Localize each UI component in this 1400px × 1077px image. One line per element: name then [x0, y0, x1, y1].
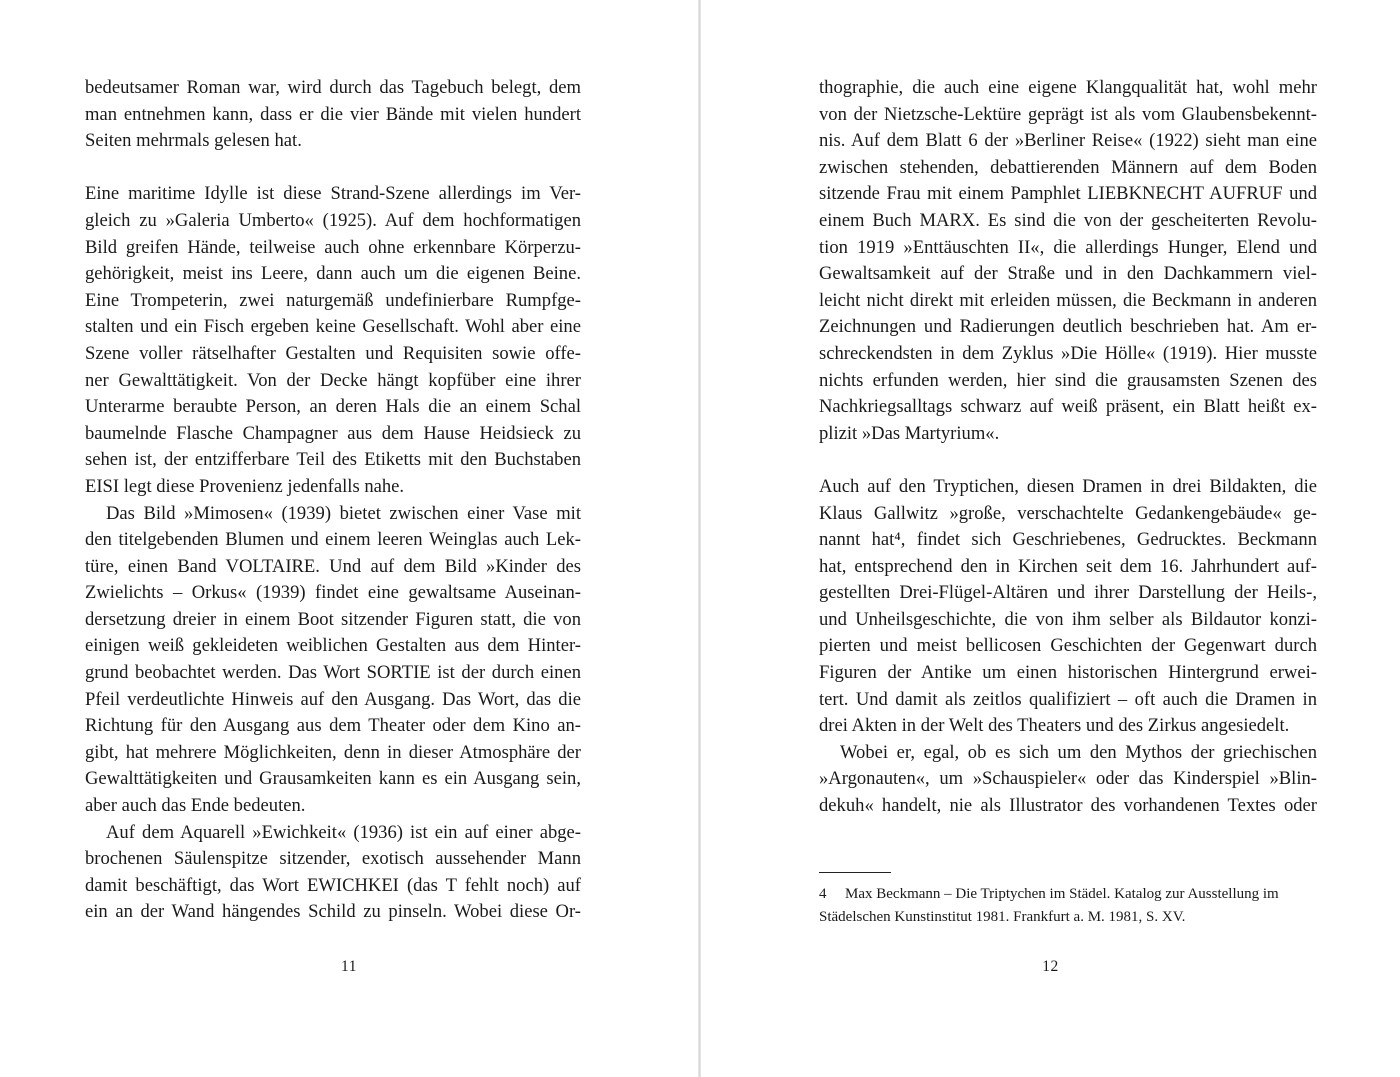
text-line: nichts erfunden werden, hier sind die grausamsten Szenen des: [819, 369, 1317, 391]
text-line: Das Bild »Mimosen« (1939) bietet zwischen einer Vase mit: [106, 502, 581, 524]
paragraph-gap: [85, 155, 581, 182]
text-line: brochenen Säulenspitze sitzender, exotisch aussehender Mann: [85, 848, 581, 870]
text-line: »Argonauten«, um »Schauspieler« oder das Kinderspiel »Blin-: [819, 768, 1317, 790]
text-line: thographie, die auch eine eigene Klangqualität hat, wohl mehr: [819, 77, 1317, 98]
text-line: Gewaltsamkeit auf der Straße und in den Dachkammern viel-: [819, 263, 1317, 285]
text-line: einigen weiß gekleideten weiblichen Gestalten aus dem Hinter-: [85, 635, 581, 657]
text-line: tert. Und damit als zeitlos qualifiziert – oft auch die Dramen in: [819, 688, 1317, 710]
text-line: tion 1919 »Enttäuschten II«, die allerdings Hunger, Elend und: [819, 236, 1317, 258]
text-line: Zwielichts – Orkus« (1939) findet eine gewaltsame Auseinan-: [85, 582, 581, 604]
text-line: ner Gewalttätigkeit. Von der Decke hängt kopfüber eine ihrer: [85, 369, 581, 391]
text-line: und Unheilsgeschichte, die von ihm selber als Bildautor konzi-: [819, 608, 1317, 630]
right-page-body: [819, 75, 1317, 820]
left-page: [0, 0, 698, 1077]
text-line: nis. Auf dem Blatt 6 der »Berliner Reise« (1922) sieht man eine: [819, 130, 1317, 152]
text-line: hat, entsprechend den in Kirchen seit dem 16. Jahrhundert auf-: [819, 555, 1317, 577]
right-page-number: 12: [1042, 958, 1059, 975]
footnote-number: 4: [819, 886, 827, 902]
text-line: Figuren der Antike um einen historischen Hintergrund erwei-: [819, 662, 1317, 684]
text-line: pierten und meist bellicosen Geschichten der Gegenwart durch: [819, 635, 1317, 657]
text-line: aber auch das Ende bedeuten.: [85, 795, 306, 817]
text-line: Eine maritime Idylle ist diese Strand-Szene allerdings im Ver-: [85, 183, 581, 205]
text-line: Bild greifen Hände, teilweise auch ohne erkennbare Körperzu-: [85, 236, 581, 258]
text-line: türe, einen Band VOLTAIRE. Und auf dem Bild »Kinder des: [85, 555, 581, 577]
footnote: [819, 883, 1317, 928]
paragraph-gap: [819, 447, 1317, 474]
text-line: sitzende Frau mit einem Pamphlet LIEBKNECHT AUFRUF und: [819, 183, 1317, 205]
text-line: drei Akten in der Welt des Theaters und des Zirkus angesiedelt.: [819, 715, 1290, 737]
text-line: einem Buch MARX. Es sind die von der gescheiterten Revolu-: [819, 209, 1317, 231]
text-line: Eine Trompeterin, zwei naturgemäß undefinierbare Rumpfge-: [85, 289, 581, 311]
text-line: leicht nicht direkt mit erleiden müssen, die Beckmann in anderen: [819, 289, 1317, 311]
text-line: Szene voller rätselhafter Gestalten und Requisiten sowie offe-: [85, 342, 581, 364]
text-line: gibt, hat mehrere Möglichkeiten, denn in dieser Atmosphäre der: [85, 741, 581, 763]
text-line: Klaus Gallwitz »große, verschachtelte Gedankengebäude« ge-: [819, 502, 1317, 524]
text-line: schreckendsten in dem Zyklus »Die Hölle« (1919). Hier musste: [819, 342, 1317, 364]
text-line: nannt hat⁴, findet sich Geschriebenes, Gedrucktes. Beckmann: [819, 529, 1317, 551]
left-page-body: [85, 75, 581, 926]
text-line: Auch auf den Tryptichen, diesen Dramen in drei Bildakten, die: [819, 475, 1317, 497]
text-line: Pfeil verdeutlichte Hinweis auf den Ausgang. Das Wort, das die: [85, 688, 581, 710]
text-line: EISI legt diese Provenienz jedenfalls nahe.: [85, 475, 405, 497]
text-line: gehörigkeit, meist ins Leere, dann auch um die eigenen Beine.: [85, 263, 581, 285]
text-line: dekuh« handelt, nie als Illustrator des vorhandenen Textes oder: [819, 795, 1317, 817]
footnote-rule: [819, 872, 891, 873]
text-line: Seiten mehrmals gelesen hat.: [85, 130, 302, 152]
footnote-text-line-2: Städelschen Kunstinstitut 1981. Frankfurt a. M. 1981, S. XV.: [819, 908, 1186, 925]
text-line: grund beobachtet werden. Das Wort SORTIE ist der durch einen: [85, 662, 581, 684]
text-line: Unterarme beraubte Person, an deren Hals die an einem Schal: [85, 396, 581, 418]
text-line: sehen ist, der entzifferbare Teil des Etiketts mit den Buchstaben: [85, 449, 581, 471]
text-line: gestellten Drei-Flügel-Altären und ihrer Darstellung der Heils-,: [819, 582, 1317, 604]
text-line: dersetzung dreier in einem Boot sitzender Figuren statt, die von: [85, 608, 581, 630]
text-line: Gewalttätigkeiten und Grausamkeiten kann es ein Ausgang sein,: [85, 768, 581, 790]
text-line: stalten und ein Fisch ergeben keine Gesellschaft. Wohl aber eine: [85, 316, 581, 338]
text-line: damit beschäftigt, das Wort EWICHKEI (das T fehlt noch) auf: [85, 874, 581, 896]
text-line: Wobei er, egal, ob es sich um den Mythos der griechischen: [840, 741, 1317, 763]
text-line: man entnehmen kann, dass er die vier Bände mit vielen hundert: [85, 103, 581, 125]
left-page-number: 11: [341, 958, 357, 975]
text-line: gleich zu »Galeria Umberto« (1925). Auf dem hochformatigen: [85, 209, 581, 231]
text-line: Zeichnungen und Radierungen deutlich beschrieben hat. Am er-: [819, 316, 1317, 338]
text-line: plizit »Das Martyrium«.: [819, 422, 1000, 444]
right-page: [701, 0, 1400, 1077]
text-line: baumelnde Flasche Champagner aus dem Hause Heidsieck zu: [85, 422, 581, 444]
text-line: ein an der Wand hängendes Schild zu pinseln. Wobei diese Or-: [85, 901, 581, 923]
text-line: Nachkriegsalltags schwarz auf weiß präsent, ein Blatt heißt ex-: [819, 396, 1317, 418]
text-line: Richtung für den Ausgang aus dem Theater oder dem Kino an-: [85, 715, 581, 737]
text-line: zwischen stehenden, debattierenden Männern auf dem Boden: [819, 156, 1317, 178]
text-line: Auf dem Aquarell »Ewichkeit« (1936) ist ein auf einer abge-: [106, 821, 581, 843]
text-line: von der Nietzsche-Lektüre geprägt ist als vom Glaubensbekennt-: [819, 103, 1317, 125]
footnote-text-line-1: Max Beckmann – Die Triptychen im Städel. Katalog zur Ausstellung im: [845, 886, 1279, 902]
text-line: bedeutsamer Roman war, wird durch das Tagebuch belegt, dem: [85, 77, 581, 98]
text-line: den titelgebenden Blumen und einem leeren Weinglas auch Lek-: [85, 529, 581, 551]
